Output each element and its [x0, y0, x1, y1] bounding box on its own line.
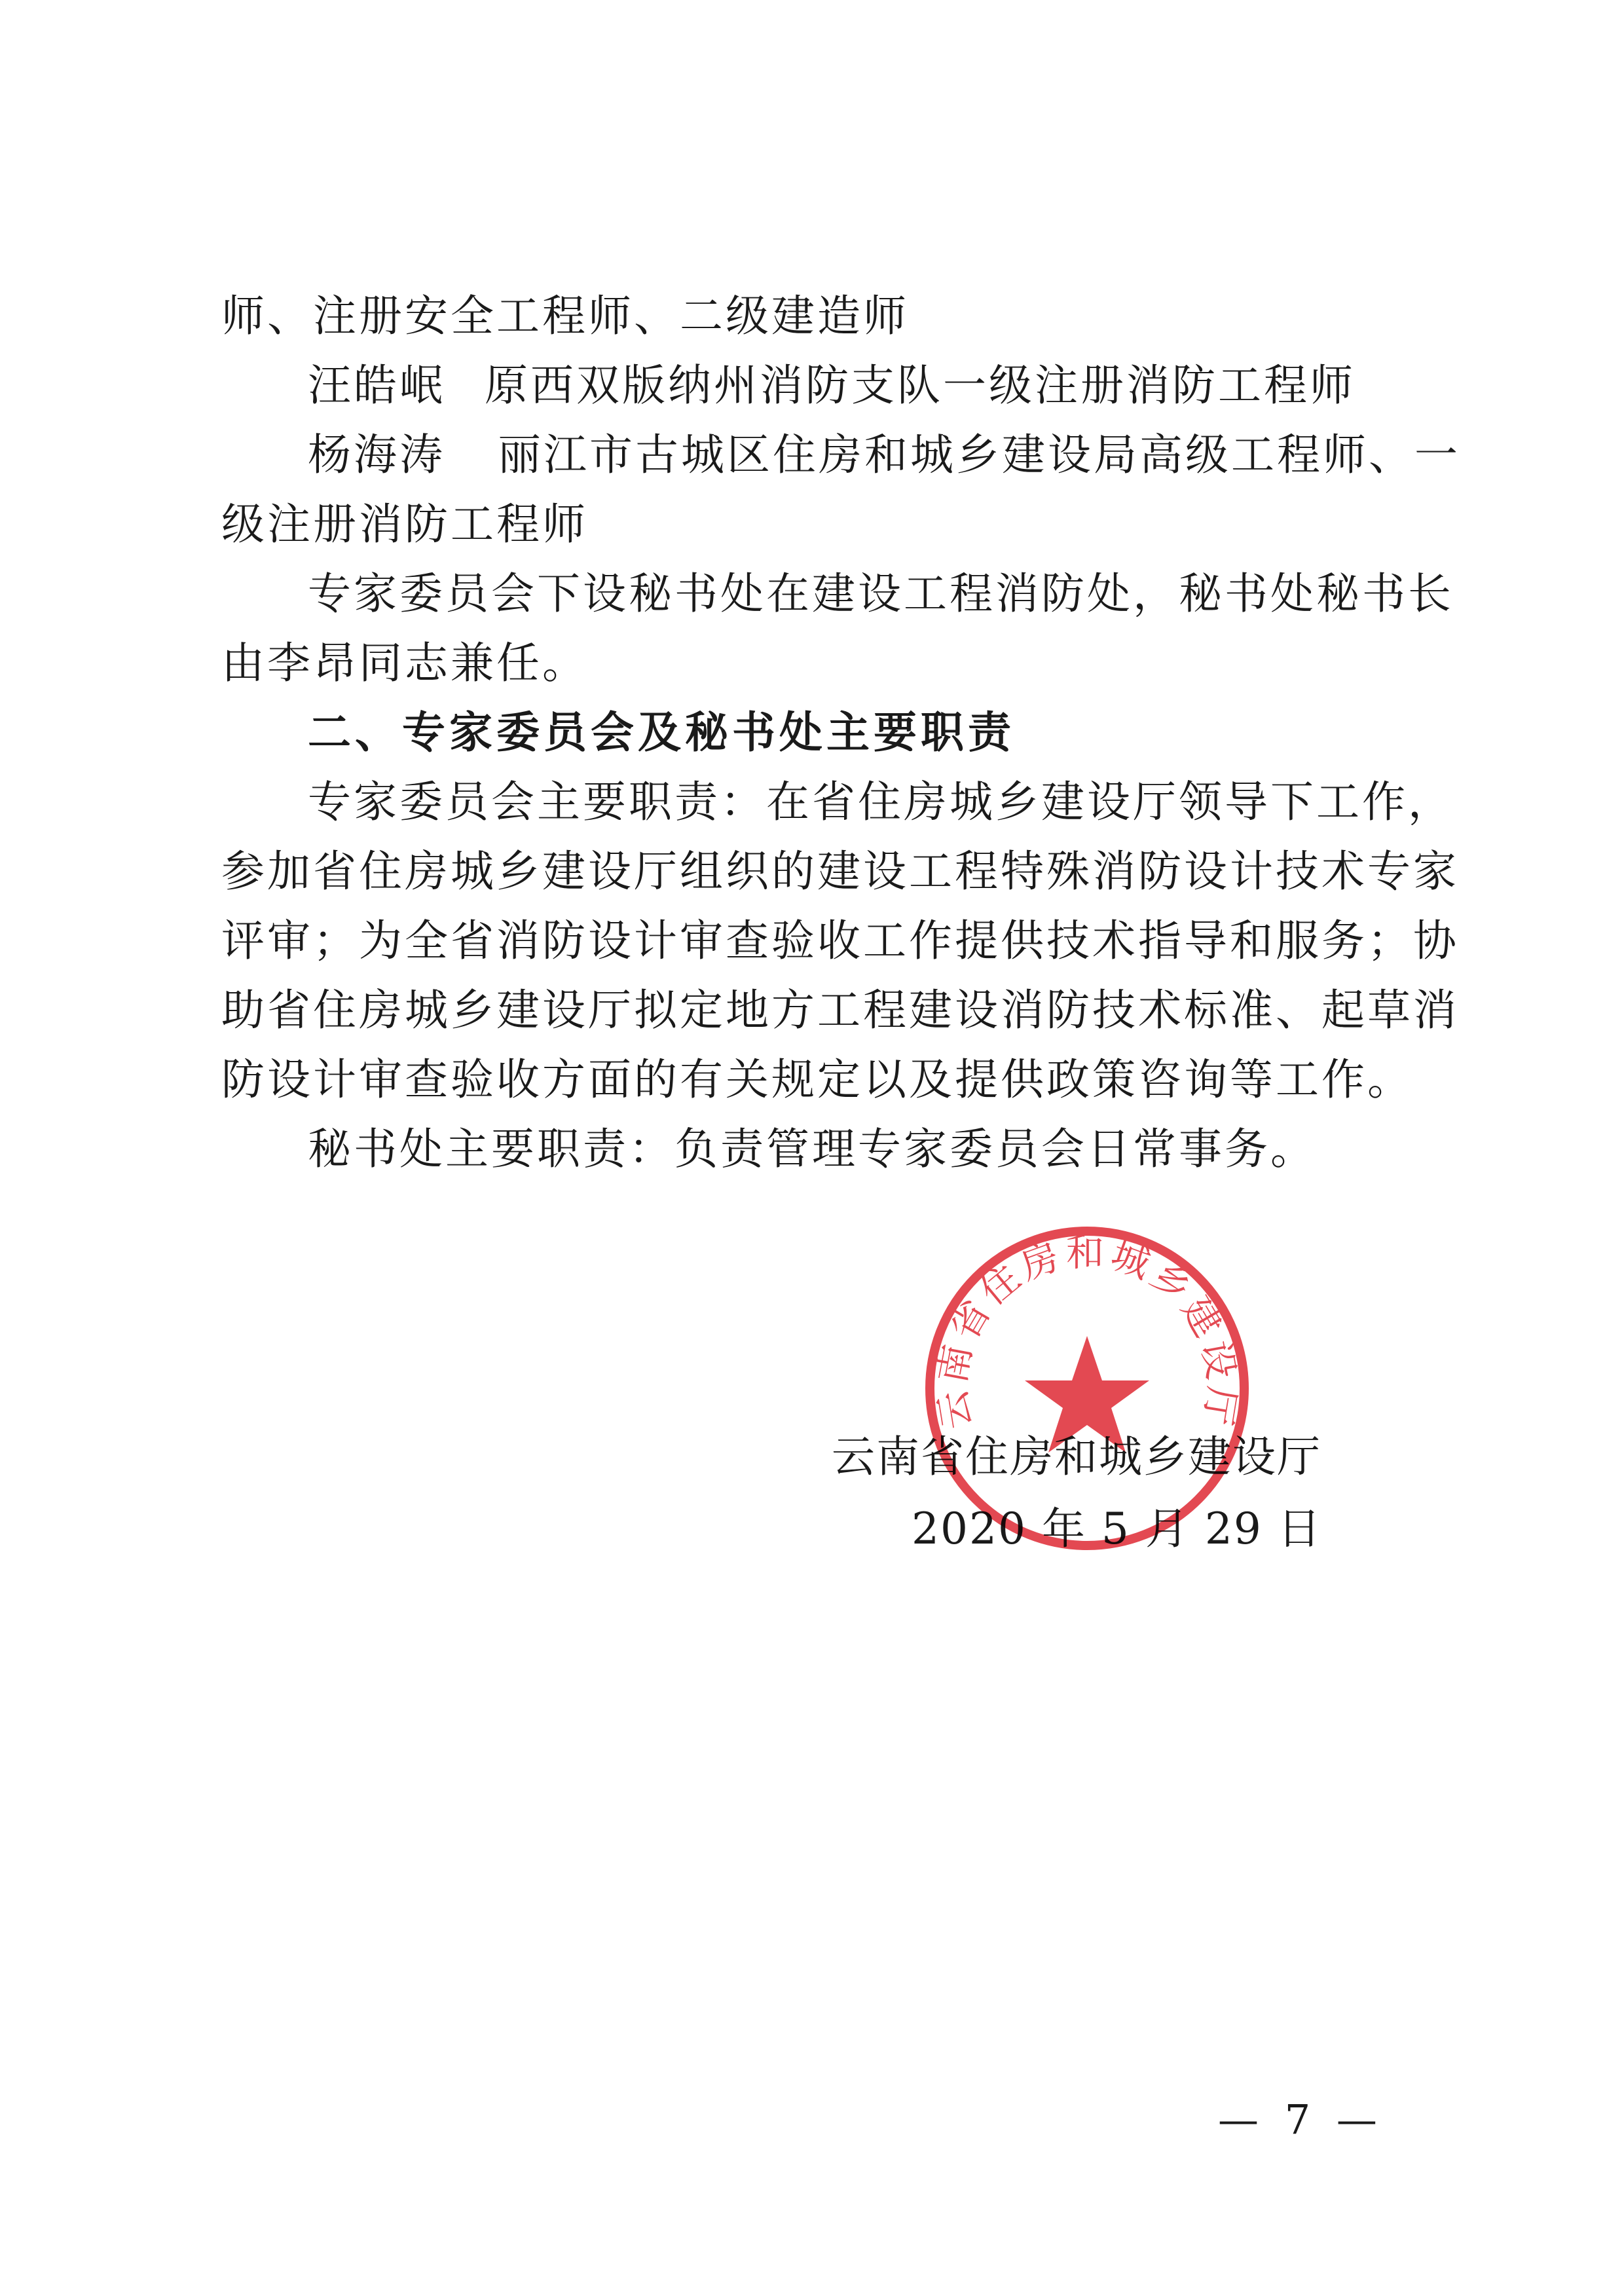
- text-line: 评审；为全省消防设计审查验收工作提供技术指导和服务；协: [221, 916, 1459, 966]
- member-desc: 丽江市古城区住房和城乡建设局高级工程师、一: [498, 430, 1460, 480]
- text-line: 专家委员会下设秘书处在建设工程消防处，秘书处秘书长: [308, 568, 1454, 619]
- member-desc: 原西双版纳州消防支队一级注册消防工程师: [485, 360, 1356, 411]
- text-line: 由李昂同志兼任。: [221, 638, 588, 688]
- page-number: — 7 —: [1218, 2096, 1384, 2143]
- text-line: 级注册消防工程师: [221, 499, 588, 549]
- text-line: 师、注册安全工程师、二级建造师: [221, 291, 909, 341]
- seal-text: 云南省住房和城乡建设厅: [929, 1230, 1246, 1433]
- text-line: 防设计审查验收方面的有关规定以及提供政策咨询等工作。: [221, 1054, 1413, 1105]
- issuer-name: 云南省住房和城乡建设厅: [832, 1432, 1321, 1482]
- text-line: 专家委员会主要职责：在省住房城乡建设厅领导下工作，: [308, 777, 1454, 827]
- seal-graphic: [917, 1218, 1257, 1559]
- document-body: [221, 282, 1460, 1184]
- text-line: 助省住房城乡建设厅拟定地方工程建设消防技术标准、起草消: [221, 985, 1459, 1035]
- official-seal: [917, 1218, 1257, 1559]
- text-line: 参加省住房城乡建设厅组织的建设工程特殊消防设计技术专家: [221, 846, 1459, 897]
- text-line: 秘书处主要职责：负责管理专家委员会日常事务。: [308, 1124, 1316, 1174]
- issue-date: 2020 年 5 月 29 日: [912, 1504, 1322, 1554]
- star-icon: [1025, 1336, 1149, 1453]
- member-entry: [221, 351, 1400, 420]
- member-name: 杨海涛: [308, 430, 445, 480]
- member-name: 汪皓岷: [308, 360, 445, 411]
- section-heading: 二、专家委员会及秘书处主要职责: [308, 707, 1015, 758]
- member-entry: [221, 420, 1460, 490]
